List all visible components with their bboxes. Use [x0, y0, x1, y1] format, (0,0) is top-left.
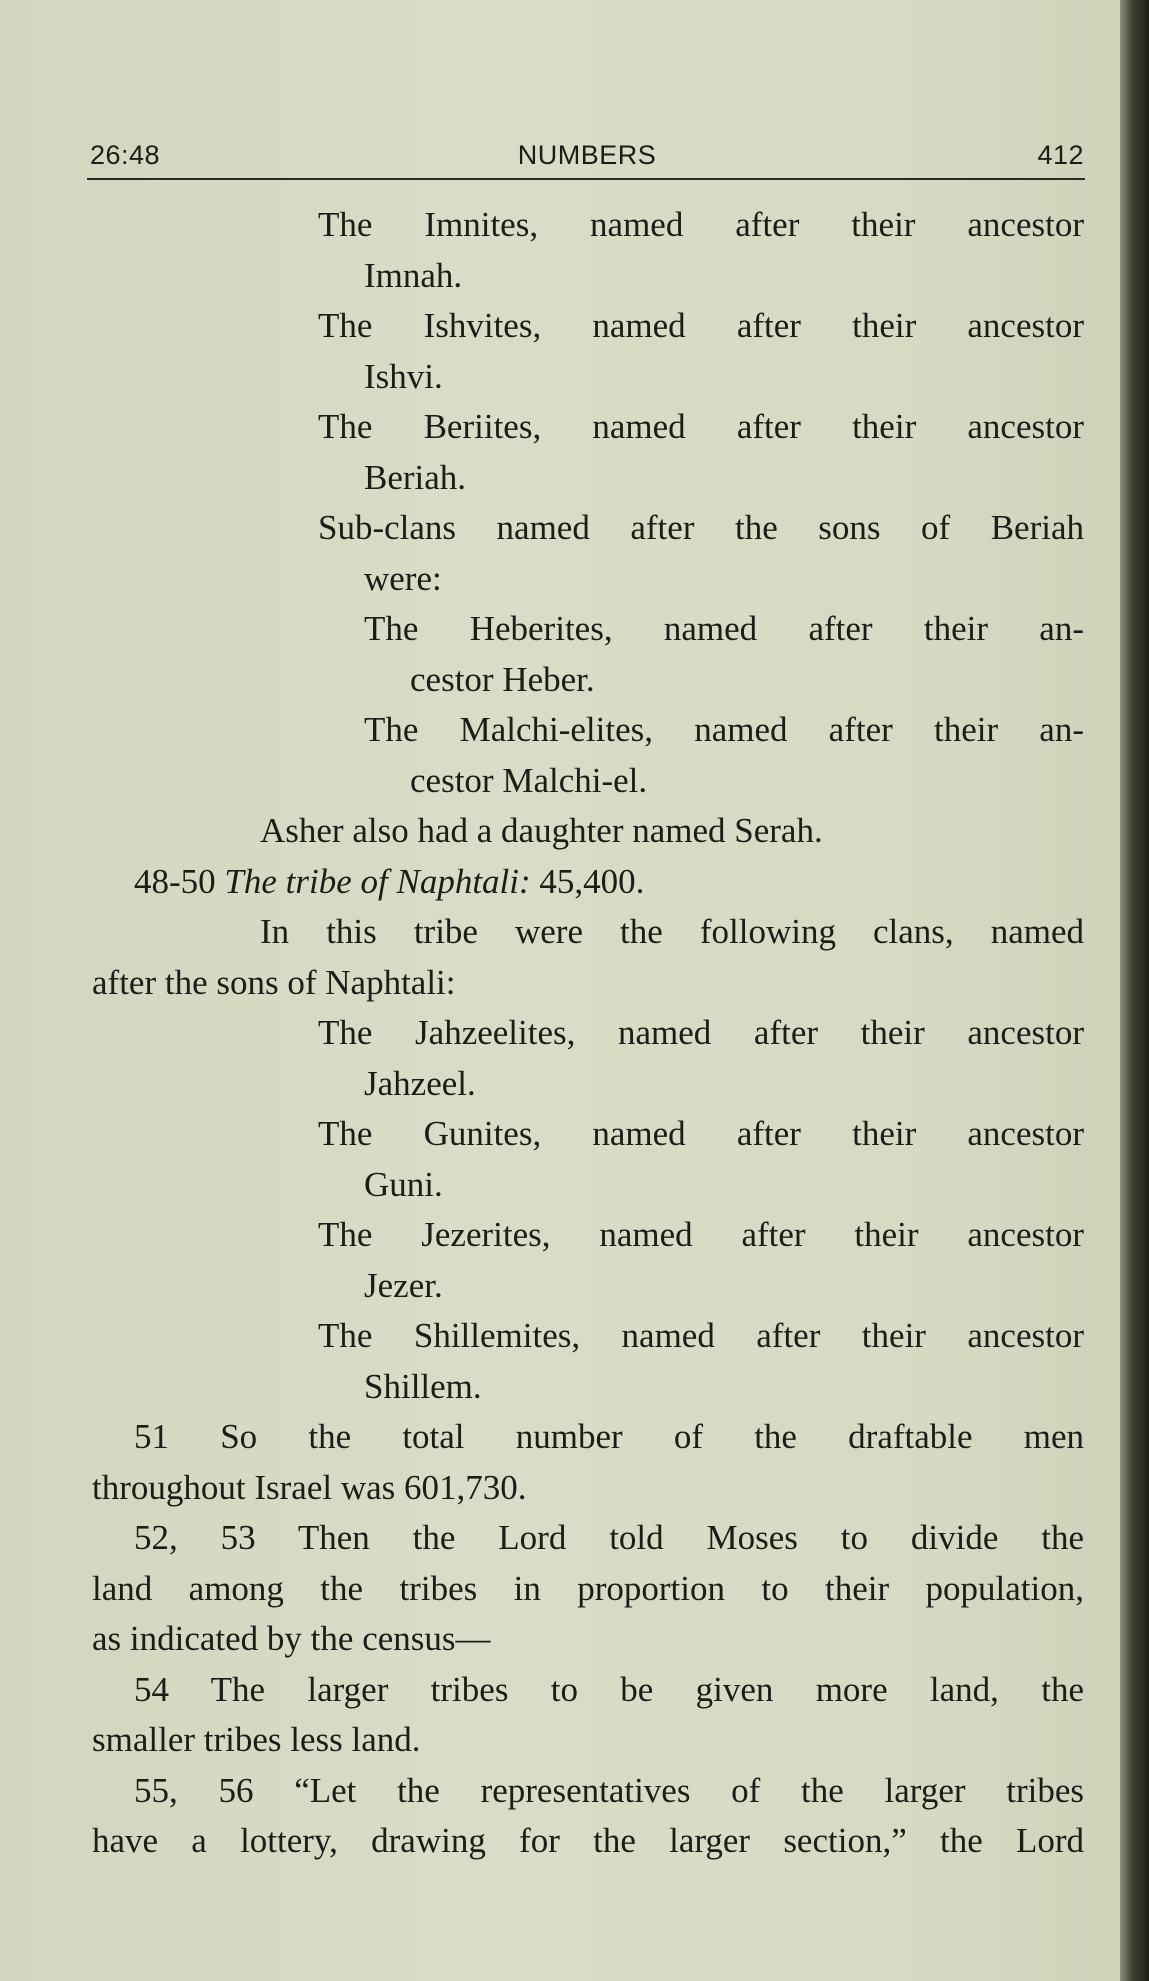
- text-line: as indicated by the census—: [92, 1619, 491, 1658]
- text-line: The Heberites, named after their an-: [364, 609, 1084, 648]
- text-line: Ishvi.: [364, 356, 443, 396]
- text-line: 55, 56 “Let the representatives of the larger tribes: [134, 1770, 1084, 1810]
- verse-number: 48-50: [134, 861, 216, 901]
- text-line: Asher also had a daughter named Serah.: [260, 811, 823, 850]
- text-line: cestor Heber.: [410, 659, 595, 699]
- text-line: have a lottery, drawing for the larger section,” the Lord: [92, 1821, 1084, 1860]
- text-line: cestor Malchi-el.: [410, 760, 648, 800]
- text-line: The Gunites, named after their ancestor: [318, 1114, 1084, 1153]
- text-line: 51 So the total number of the draftable men: [134, 1417, 1084, 1456]
- tribe-heading: The tribe of Naphtali:: [224, 861, 531, 901]
- text-line: Shillem.: [364, 1366, 482, 1406]
- text-line: Guni.: [364, 1164, 443, 1204]
- text-line: 52, 53 Then the Lord told Moses to divide the: [134, 1518, 1084, 1557]
- text-line: Jezer.: [364, 1265, 443, 1305]
- text-line: Imnah.: [364, 255, 463, 295]
- text-line: The Beriites, named after their ancestor: [318, 407, 1084, 446]
- chapter-verse-ref: 26:48: [90, 140, 161, 170]
- header-rule: [87, 178, 1085, 180]
- text-line: were:: [364, 558, 442, 598]
- section-heading-line: [134, 857, 1084, 908]
- tribe-count: 45,400.: [530, 861, 645, 901]
- text-line: Sub-clans named after the sons of Beriah: [318, 508, 1084, 547]
- text-line: In this tribe were the following clans, named: [260, 912, 1084, 951]
- text-line: The Jezerites, named after their ancestor: [318, 1215, 1084, 1254]
- text-line: Jahzeel.: [364, 1063, 476, 1103]
- text-line: smaller tribes less land.: [92, 1720, 421, 1759]
- text-line: The Shillemites, named after their ancestor: [318, 1316, 1084, 1355]
- text-line: Beriah.: [364, 457, 467, 497]
- text-line: land among the tribes in proportion to their population,: [92, 1568, 1084, 1608]
- text-line: The Malchi-elites, named after their an-: [364, 710, 1084, 749]
- body-text: [92, 200, 1084, 1867]
- text-line: after the sons of Naphtali:: [92, 962, 456, 1002]
- text-line: The Ishvites, named after their ancestor: [318, 306, 1084, 345]
- text-line: The Jahzeelites, named after their ancestor: [318, 1013, 1084, 1052]
- running-header: [90, 136, 1084, 176]
- page-edge-shadow: [1120, 0, 1149, 1981]
- text-line: throughout Israel was 601,730.: [92, 1467, 527, 1507]
- page-number: 412: [1037, 140, 1084, 170]
- book-title: NUMBERS: [517, 140, 657, 170]
- text-line: The Imnites, named after their ancestor: [318, 205, 1084, 244]
- text-line: 54 The larger tribes to be given more land, the: [134, 1669, 1084, 1709]
